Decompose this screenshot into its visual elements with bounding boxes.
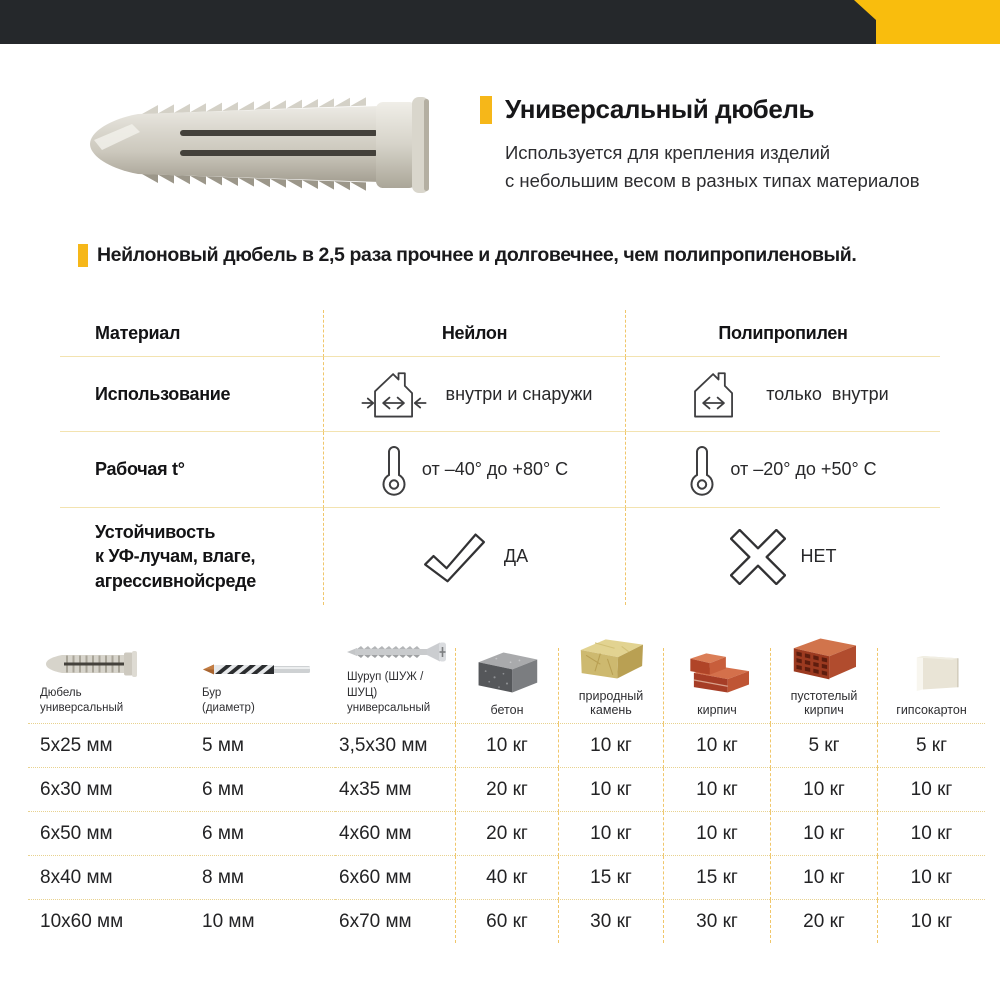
comparison-table bbox=[60, 310, 940, 605]
table-cell: 3,5х30 мм bbox=[335, 724, 455, 768]
screw-icon bbox=[347, 641, 452, 663]
table-cell: 10 кг bbox=[770, 768, 877, 812]
table-cell: 6х60 мм bbox=[335, 856, 455, 900]
col-header-concrete: бетон bbox=[455, 648, 558, 724]
table-cell: 10 кг bbox=[877, 856, 985, 900]
col-header-dowel: Дюбель универсальный bbox=[28, 648, 190, 724]
table-cell: 10 кг bbox=[558, 724, 663, 768]
resistance-nylon-cell: ДА bbox=[323, 508, 625, 605]
drill-bit-icon bbox=[202, 648, 312, 679]
table-cell: 6х30 мм bbox=[28, 768, 190, 812]
temperature-nylon-cell: от –40° до +80° С bbox=[323, 432, 625, 508]
dowel-product-image bbox=[80, 84, 440, 206]
row-label-resistance: Устойчивость к УФ-лучам, влаге, агрессивнойсреде bbox=[95, 522, 257, 591]
table-cell: 20 кг bbox=[455, 768, 558, 812]
accent-marker bbox=[78, 244, 88, 267]
table-cell: 15 кг bbox=[558, 856, 663, 900]
table-row bbox=[28, 900, 985, 943]
col-header-stone: природный камень bbox=[558, 648, 663, 724]
table-row bbox=[28, 724, 985, 768]
col-header-screw: Шуруп (ШУЖ / ШУЦ) универсальный bbox=[335, 648, 455, 724]
accent-marker bbox=[480, 96, 492, 124]
table-cell: 6х70 мм bbox=[339, 910, 412, 932]
usage-nylon-cell: внутри и снаружи bbox=[323, 357, 625, 432]
table-cell: 30 кг bbox=[663, 900, 770, 943]
table-cell: 30 кг bbox=[558, 900, 663, 943]
table-cell: 6 мм bbox=[190, 812, 335, 856]
table-row bbox=[28, 856, 985, 900]
table-cell: 20 кг bbox=[455, 812, 558, 856]
check-icon bbox=[421, 529, 489, 585]
table-cell: 4х60 мм bbox=[335, 812, 455, 856]
table-cell: 60 кг bbox=[455, 900, 558, 943]
row-label-usage: Использование bbox=[60, 357, 323, 432]
table-cell: 10 кг bbox=[877, 900, 985, 943]
table-cell: 10 кг bbox=[877, 768, 985, 812]
spec-table-body bbox=[28, 724, 985, 943]
thermometer-icon bbox=[381, 442, 407, 498]
row-label-temperature: Рабочая t° bbox=[60, 432, 323, 508]
hero-subtitle: Используется для крепления изделий с небольшим весом в разных типах материалов bbox=[505, 142, 920, 191]
thermometer-icon bbox=[689, 442, 715, 498]
hero-section bbox=[0, 44, 1000, 234]
drywall-icon bbox=[900, 652, 964, 696]
headline-section bbox=[78, 244, 978, 267]
table-cell: 10 кг bbox=[558, 812, 663, 856]
table-cell: 6 мм bbox=[190, 768, 335, 812]
table-cell: 6х50 мм bbox=[28, 812, 190, 856]
headline-text: Нейлоновый дюбель в 2,5 раза прочнее и долговечнее, чем полипропиленовый. bbox=[97, 244, 857, 266]
house-arrows-in-out-icon bbox=[357, 366, 431, 422]
table-cell: 10 кг bbox=[663, 812, 770, 856]
spec-table-header bbox=[28, 648, 985, 724]
natural-stone-icon bbox=[572, 638, 650, 682]
table-cell: 10 кг bbox=[770, 812, 877, 856]
concrete-block-icon bbox=[467, 652, 547, 696]
table-cell: 40 кг bbox=[455, 856, 558, 900]
col-header-hollow-brick: пустотелый кирпич bbox=[770, 648, 877, 724]
col-header-brick: кирпич bbox=[663, 648, 770, 724]
table-cell: 4х35 мм bbox=[335, 768, 455, 812]
col-header-polypropylene: Полипропилен bbox=[625, 310, 940, 357]
table-cell: 10 кг bbox=[455, 724, 558, 768]
table-cell: 5 кг bbox=[770, 724, 877, 768]
house-arrows-inside-icon bbox=[677, 366, 751, 422]
hollow-brick-icon bbox=[784, 638, 864, 682]
brick-icon bbox=[678, 652, 756, 696]
table-cell: 10х60 мм bbox=[40, 910, 124, 932]
col-header-material: Материал bbox=[60, 310, 323, 357]
cross-icon bbox=[730, 529, 786, 585]
usage-poly-cell: только внутри bbox=[625, 357, 940, 432]
table-cell: 10 кг bbox=[663, 724, 770, 768]
table-cell: 8 мм bbox=[190, 856, 335, 900]
table-row bbox=[28, 768, 985, 812]
top-bar bbox=[0, 0, 1000, 44]
table-cell: 10 кг bbox=[877, 812, 985, 856]
table-cell: 10 мм bbox=[202, 910, 255, 932]
col-header-nylon: Нейлон bbox=[323, 310, 625, 357]
col-header-drill: Бур (диаметр) bbox=[190, 648, 335, 724]
col-header-drywall: гипсокартон bbox=[877, 648, 985, 724]
table-cell: 10 кг bbox=[663, 768, 770, 812]
table-cell: 8х40 мм bbox=[28, 856, 190, 900]
table-cell: 10 кг bbox=[558, 768, 663, 812]
table-cell: 5х25 мм bbox=[28, 724, 190, 768]
hero-copy bbox=[480, 94, 980, 195]
table-cell: 5 кг bbox=[877, 724, 985, 768]
table-cell: 5 мм bbox=[190, 724, 335, 768]
table-row bbox=[28, 812, 985, 856]
resistance-poly-cell: НЕТ bbox=[625, 508, 940, 605]
spec-table bbox=[28, 648, 985, 943]
page-title: Универсальный дюбель bbox=[505, 94, 815, 124]
brand-accent-shape bbox=[854, 0, 1000, 44]
table-cell: 20 кг bbox=[770, 900, 877, 943]
table-cell: 15 кг bbox=[663, 856, 770, 900]
temperature-poly-cell: от –20° до +50° С bbox=[625, 432, 940, 508]
table-cell: 10 кг bbox=[770, 856, 877, 900]
dowel-icon bbox=[40, 648, 140, 679]
